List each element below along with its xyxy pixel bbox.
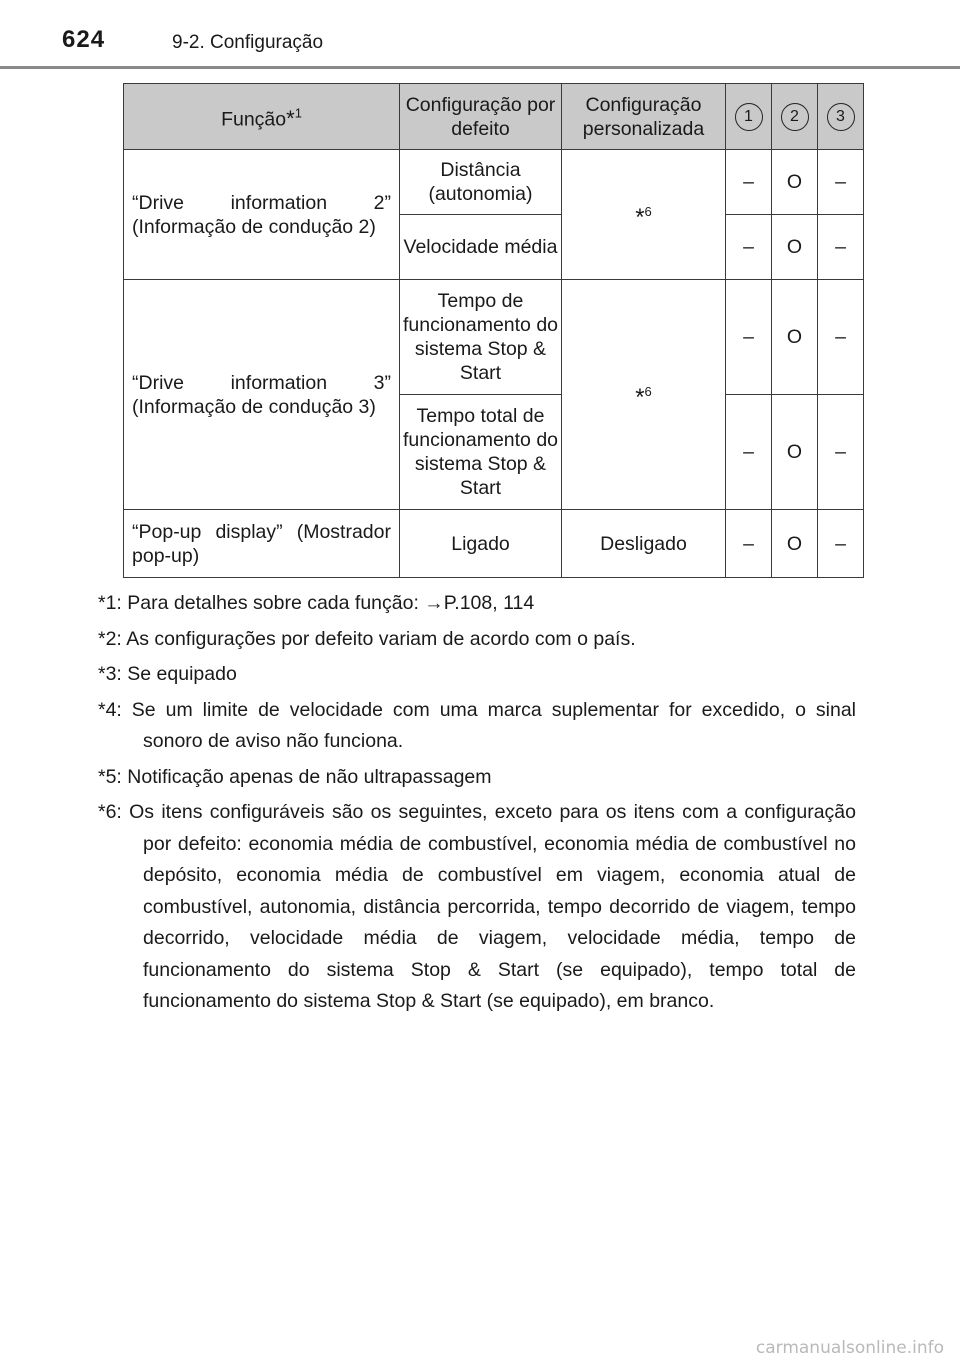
- cell-default: Tempo de funcionamento do sistema Stop & Start: [400, 280, 562, 395]
- footnote-6: *6: Os itens configuráveis são os seguintes, exceto para os itens com a configuração por defeito: economia média de combustível, economia média de combustível no depósito, economia média de combustível em viagem, economia atual de combustível, autonomia, distância percorrida, tempo decorrido de viagem, tempo decorrido, velocidade média de viagem, velocidade média, tempo de funcionamento do sistema Stop & Start (se equipado), tempo total de funcionamento do sistema Stop & Start (se equipado), em branco.: [98, 801, 856, 1012]
- footnote-2: *2: As configurações por defeito variam de acordo com o país.: [98, 627, 636, 650]
- footnote-4: *4: Se um limite de velocidade com uma marca suplementar for excedido, o sinal sonoro de aviso não funciona.: [98, 698, 856, 752]
- settings-table: [123, 83, 864, 578]
- cell-col3: –: [818, 280, 864, 395]
- table-row: [124, 280, 864, 395]
- cell-function-drive3: “Drive information 3” (Informação de condução 3): [124, 280, 400, 510]
- header-col1: [726, 84, 772, 150]
- cell-col2: O: [772, 150, 818, 215]
- circle-2-icon: 2: [781, 103, 809, 131]
- header-col3: [818, 84, 864, 150]
- watermark: carmanualsonline.info: [755, 1338, 944, 1358]
- cell-col2: O: [772, 280, 818, 395]
- page-header: [0, 0, 960, 70]
- table-row: [124, 150, 864, 215]
- footnote-1: *1: Para detalhes sobre cada função: →P.108, 114: [98, 592, 535, 614]
- header-col2: [772, 84, 818, 150]
- cell-col3: –: [818, 150, 864, 215]
- cell-col1: –: [726, 510, 772, 578]
- header-default: Configuração por defeito: [400, 84, 562, 150]
- page-number: 624: [62, 26, 106, 53]
- cell-custom: Desligado: [562, 510, 726, 578]
- section-title: 9-2. Configuração: [172, 32, 324, 53]
- cell-col2: O: [772, 215, 818, 280]
- footnote-3: *3: Se equipado: [98, 663, 237, 685]
- cell-col1: –: [726, 215, 772, 280]
- cell-default: Distância (autonomia): [400, 150, 562, 215]
- cell-default: Tempo total de funcionamento do sistema Stop & Start: [400, 395, 562, 510]
- cell-col1: –: [726, 280, 772, 395]
- cell-default: Velocidade média: [400, 215, 562, 280]
- header-function: Função*$^1$: [124, 84, 400, 150]
- circle-1-icon: 1: [735, 103, 763, 131]
- table-row: [124, 510, 864, 578]
- footnotes: [98, 588, 856, 1022]
- cell-col1: –: [726, 395, 772, 510]
- footnote-5: *5: Notificação apenas de não ultrapassagem: [98, 765, 492, 788]
- table-header-row: [124, 84, 864, 150]
- cell-col1: –: [726, 150, 772, 215]
- cell-col3: –: [818, 395, 864, 510]
- header-rule: [0, 66, 960, 69]
- cell-function-popup: “Pop-up display” (Mostrador pop-up): [124, 510, 400, 578]
- cell-col2: O: [772, 395, 818, 510]
- cell-custom-ref: *$^6$: [562, 150, 726, 280]
- cell-custom-ref: *$^6$: [562, 280, 726, 510]
- cell-default: Ligado: [400, 510, 562, 578]
- header-custom: Configuração personalizada: [562, 84, 726, 150]
- circle-3-icon: 3: [827, 103, 855, 131]
- cell-function-drive2: “Drive information 2” (Informação de condução 2): [124, 150, 400, 280]
- cell-col2: O: [772, 510, 818, 578]
- cell-col3: –: [818, 215, 864, 280]
- cell-col3: –: [818, 510, 864, 578]
